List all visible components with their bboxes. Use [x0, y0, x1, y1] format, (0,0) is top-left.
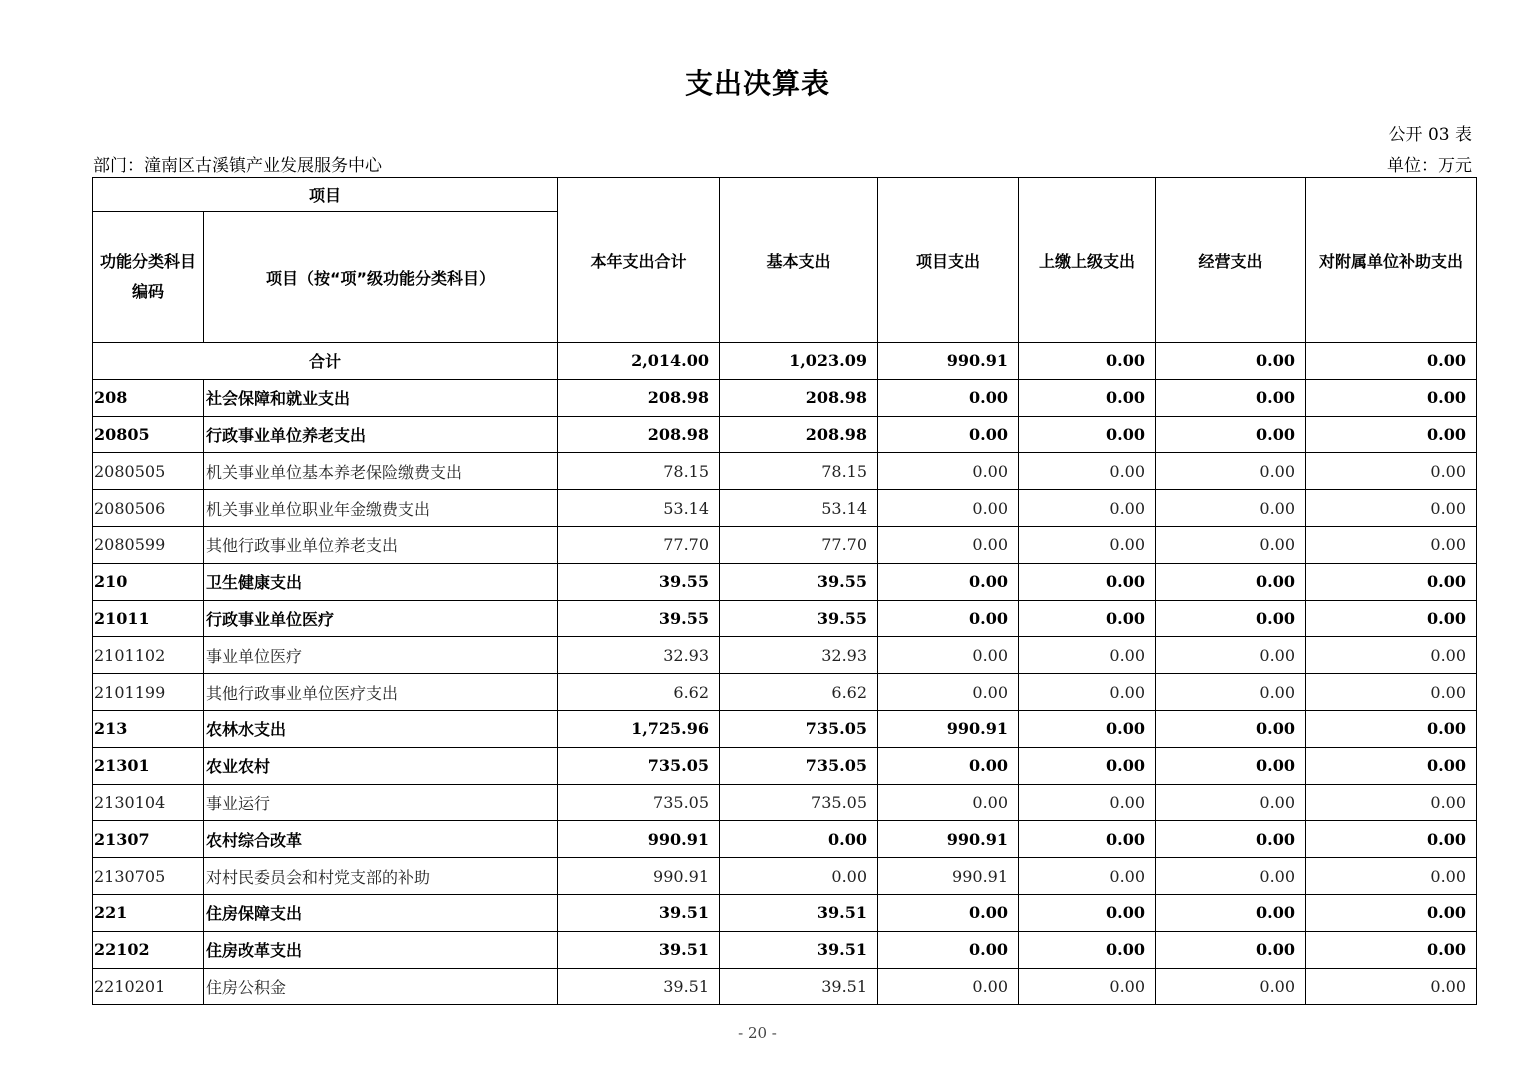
row-value: 0.00 — [1156, 710, 1306, 747]
row-value: 0.00 — [1019, 931, 1156, 968]
row-value: 0.00 — [1306, 894, 1477, 931]
row-value: 78.15 — [720, 453, 878, 490]
total-value: 0.00 — [1156, 343, 1306, 380]
row-name: 事业运行 — [204, 784, 558, 821]
row-code: 22102 — [93, 931, 204, 968]
header-col-basic: 基本支出 — [720, 178, 878, 343]
row-name: 事业单位医疗 — [204, 637, 558, 674]
unit-label: 单位：万元 — [1387, 156, 1472, 176]
row-name: 其他行政事业单位养老支出 — [204, 526, 558, 563]
header-col-business: 经营支出 — [1156, 178, 1306, 343]
total-label: 合计 — [93, 343, 558, 380]
row-value: 0.00 — [1019, 600, 1156, 637]
total-value: 990.91 — [878, 343, 1019, 380]
row-value: 0.00 — [1306, 379, 1477, 416]
row-value: 6.62 — [720, 674, 878, 711]
total-value: 0.00 — [1306, 343, 1477, 380]
header-col-subsidy: 对附属单位补助支出 — [1306, 178, 1477, 343]
row-value: 53.14 — [720, 490, 878, 527]
row-value: 39.51 — [720, 968, 878, 1005]
row-value: 6.62 — [558, 674, 720, 711]
row-value: 0.00 — [1156, 453, 1306, 490]
table-row — [93, 416, 1477, 453]
form-number: 公开 03 表 — [1388, 125, 1472, 145]
row-value: 0.00 — [878, 453, 1019, 490]
row-value: 0.00 — [720, 821, 878, 858]
row-value: 0.00 — [1156, 858, 1306, 895]
row-value: 0.00 — [878, 931, 1019, 968]
row-name: 住房改革支出 — [204, 931, 558, 968]
row-name: 行政事业单位医疗 — [204, 600, 558, 637]
header-project: 项目 — [93, 178, 558, 212]
row-value: 39.51 — [720, 894, 878, 931]
row-code: 2080599 — [93, 526, 204, 563]
row-value: 39.55 — [720, 600, 878, 637]
row-value: 0.00 — [1156, 416, 1306, 453]
row-value: 0.00 — [1156, 526, 1306, 563]
header-col-project: 项目支出 — [878, 178, 1019, 343]
header-col-upper: 上缴上级支出 — [1019, 178, 1156, 343]
row-value: 0.00 — [1306, 526, 1477, 563]
row-value: 990.91 — [558, 821, 720, 858]
table-row — [93, 674, 1477, 711]
row-value: 0.00 — [1156, 931, 1306, 968]
row-value: 0.00 — [1306, 674, 1477, 711]
row-name: 住房公积金 — [204, 968, 558, 1005]
table-row — [93, 563, 1477, 600]
table-row — [93, 637, 1477, 674]
row-value: 0.00 — [878, 526, 1019, 563]
row-value: 0.00 — [1019, 526, 1156, 563]
row-value: 0.00 — [1306, 858, 1477, 895]
row-value: 77.70 — [720, 526, 878, 563]
row-name: 农村综合改革 — [204, 821, 558, 858]
row-value: 0.00 — [1019, 490, 1156, 527]
row-name: 其他行政事业单位医疗支出 — [204, 674, 558, 711]
row-code: 2080506 — [93, 490, 204, 527]
row-code: 21011 — [93, 600, 204, 637]
total-value: 0.00 — [1019, 343, 1156, 380]
row-code: 2101199 — [93, 674, 204, 711]
table-row — [93, 968, 1477, 1005]
row-value: 0.00 — [1156, 784, 1306, 821]
row-code: 2101102 — [93, 637, 204, 674]
row-value: 0.00 — [878, 637, 1019, 674]
row-code: 21307 — [93, 821, 204, 858]
row-value: 0.00 — [878, 490, 1019, 527]
row-value: 0.00 — [1156, 637, 1306, 674]
page-number: - 20 - — [738, 1024, 777, 1042]
total-value: 1,023.09 — [720, 343, 878, 380]
header-name: 项目（按“项”级功能分类科目） — [204, 212, 558, 343]
table-row — [93, 747, 1477, 784]
row-name: 对村民委员会和村党支部的补助 — [204, 858, 558, 895]
row-value: 0.00 — [1156, 894, 1306, 931]
row-value: 990.91 — [878, 858, 1019, 895]
table-row — [93, 821, 1477, 858]
row-value: 0.00 — [1156, 379, 1306, 416]
row-value: 0.00 — [1019, 784, 1156, 821]
row-value: 208.98 — [558, 416, 720, 453]
row-value: 0.00 — [1019, 821, 1156, 858]
row-value: 39.55 — [558, 600, 720, 637]
row-value: 0.00 — [878, 747, 1019, 784]
row-code: 21301 — [93, 747, 204, 784]
row-value: 990.91 — [878, 710, 1019, 747]
row-value: 0.00 — [1156, 747, 1306, 784]
row-name: 农林水支出 — [204, 710, 558, 747]
row-code: 20805 — [93, 416, 204, 453]
table-row — [93, 784, 1477, 821]
row-value: 78.15 — [558, 453, 720, 490]
row-value: 0.00 — [1156, 821, 1306, 858]
row-value: 0.00 — [1019, 710, 1156, 747]
row-value: 0.00 — [878, 600, 1019, 637]
row-value: 0.00 — [1156, 490, 1306, 527]
row-value: 208.98 — [720, 416, 878, 453]
row-value: 735.05 — [720, 710, 878, 747]
header-col-total: 本年支出合计 — [558, 178, 720, 343]
row-value: 0.00 — [1306, 968, 1477, 1005]
row-value: 0.00 — [1019, 968, 1156, 1005]
expenditure-table — [92, 177, 1477, 1005]
row-value: 990.91 — [878, 821, 1019, 858]
row-code: 2130104 — [93, 784, 204, 821]
row-value: 0.00 — [1306, 784, 1477, 821]
page-title: 支出决算表 — [684, 67, 830, 100]
row-code: 208 — [93, 379, 204, 416]
row-value: 0.00 — [1306, 821, 1477, 858]
table-row — [93, 490, 1477, 527]
row-code: 213 — [93, 710, 204, 747]
row-value: 0.00 — [1306, 931, 1477, 968]
table-row — [93, 600, 1477, 637]
row-value: 208.98 — [558, 379, 720, 416]
row-value: 0.00 — [1306, 563, 1477, 600]
row-value: 0.00 — [1019, 747, 1156, 784]
row-name: 卫生健康支出 — [204, 563, 558, 600]
row-value: 0.00 — [1019, 563, 1156, 600]
row-code: 221 — [93, 894, 204, 931]
row-code: 2130705 — [93, 858, 204, 895]
row-value: 0.00 — [1156, 563, 1306, 600]
row-value: 0.00 — [1156, 600, 1306, 637]
row-value: 0.00 — [1019, 858, 1156, 895]
table-row — [93, 379, 1477, 416]
row-code: 2080505 — [93, 453, 204, 490]
row-value: 39.51 — [558, 968, 720, 1005]
row-value: 0.00 — [1306, 637, 1477, 674]
row-value: 32.93 — [720, 637, 878, 674]
row-value: 0.00 — [878, 674, 1019, 711]
row-value: 39.55 — [558, 563, 720, 600]
row-value: 0.00 — [1019, 416, 1156, 453]
row-value: 1,725.96 — [558, 710, 720, 747]
row-value: 735.05 — [558, 784, 720, 821]
row-value: 0.00 — [720, 858, 878, 895]
row-value: 39.55 — [720, 563, 878, 600]
row-code: 210 — [93, 563, 204, 600]
row-value: 0.00 — [878, 784, 1019, 821]
row-value: 0.00 — [878, 968, 1019, 1005]
row-value: 0.00 — [1019, 674, 1156, 711]
row-value: 0.00 — [878, 379, 1019, 416]
row-value: 0.00 — [878, 416, 1019, 453]
table-row — [93, 710, 1477, 747]
row-value: 0.00 — [1019, 379, 1156, 416]
row-name: 机关事业单位职业年金缴费支出 — [204, 490, 558, 527]
table-row — [93, 858, 1477, 895]
row-value: 0.00 — [1156, 674, 1306, 711]
row-value: 0.00 — [878, 563, 1019, 600]
row-value: 0.00 — [1306, 453, 1477, 490]
table-row — [93, 526, 1477, 563]
row-name: 住房保障支出 — [204, 894, 558, 931]
row-value: 735.05 — [558, 747, 720, 784]
row-value: 32.93 — [558, 637, 720, 674]
row-value: 0.00 — [1019, 894, 1156, 931]
row-value: 0.00 — [1019, 453, 1156, 490]
row-value: 990.91 — [558, 858, 720, 895]
table-row — [93, 453, 1477, 490]
header-code: 功能分类科目编码 — [93, 212, 204, 343]
row-value: 735.05 — [720, 784, 878, 821]
department-label: 部门：潼南区古溪镇产业发展服务中心 — [93, 156, 382, 176]
row-value: 0.00 — [1306, 747, 1477, 784]
row-value: 0.00 — [1306, 600, 1477, 637]
row-value: 39.51 — [558, 931, 720, 968]
row-value: 39.51 — [720, 931, 878, 968]
row-name: 机关事业单位基本养老保险缴费支出 — [204, 453, 558, 490]
row-name: 社会保障和就业支出 — [204, 379, 558, 416]
table-row — [93, 931, 1477, 968]
row-value: 0.00 — [878, 894, 1019, 931]
row-value: 0.00 — [1156, 968, 1306, 1005]
row-value: 0.00 — [1306, 416, 1477, 453]
row-name: 行政事业单位养老支出 — [204, 416, 558, 453]
row-value: 77.70 — [558, 526, 720, 563]
total-row — [93, 343, 1477, 380]
total-value: 2,014.00 — [558, 343, 720, 380]
row-name: 农业农村 — [204, 747, 558, 784]
row-value: 39.51 — [558, 894, 720, 931]
row-value: 208.98 — [720, 379, 878, 416]
row-value: 735.05 — [720, 747, 878, 784]
row-value: 0.00 — [1306, 490, 1477, 527]
row-code: 2210201 — [93, 968, 204, 1005]
row-value: 53.14 — [558, 490, 720, 527]
table-row — [93, 894, 1477, 931]
row-value: 0.00 — [1019, 637, 1156, 674]
row-value: 0.00 — [1306, 710, 1477, 747]
